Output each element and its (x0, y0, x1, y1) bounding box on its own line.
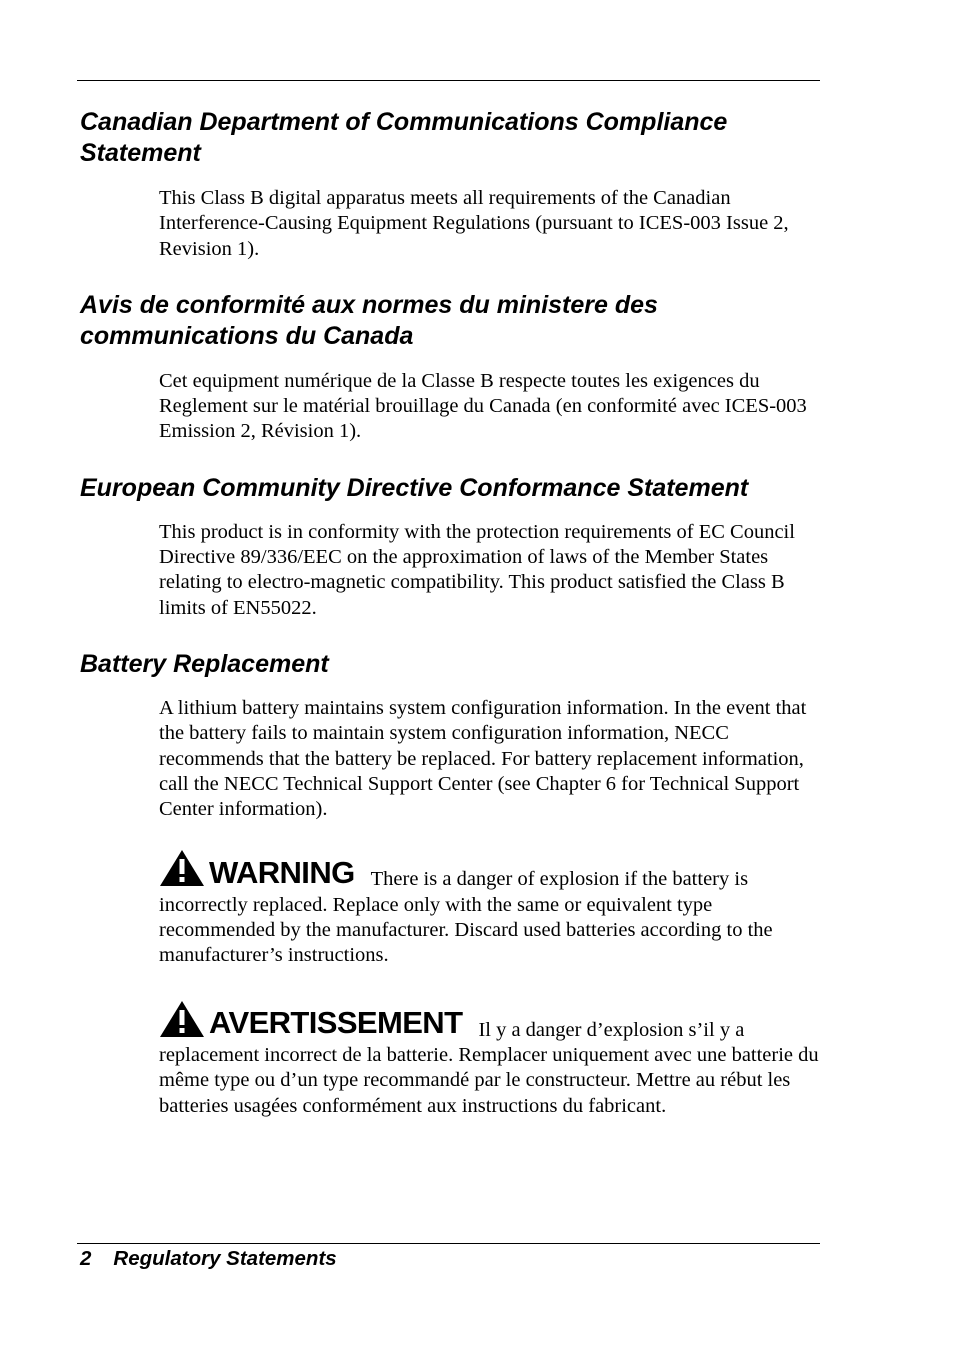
page-footer (80, 1246, 337, 1272)
section-title-avis-conformite: Avis de conformité aux normes du ministere des communications du Canada (80, 290, 658, 350)
section-title-battery-replacement: Battery Replacement (80, 649, 329, 678)
section-body-european-directive: This product is in conformity with the protection requirements of EC Council Directive 89/336/EEC on the approximation of laws of the Member States relating to electro-magnetic compatibility. This product satisfied the Class B limits of EN55022. (159, 520, 795, 619)
avertissement-notice (159, 998, 819, 1119)
warning-triangle-icon (159, 1000, 205, 1038)
page-number: 2 (80, 1247, 92, 1270)
avertissement-text: Il y a danger d’explosion s’il y a replacement incorrect de la batterie. Remplacer uniquement avec une batterie du même type ou d’un type recommandé par le constructeur. Mettre au rébut les batteries usagées conformément aux instructions du fabricant. (159, 1018, 819, 1117)
section-title-canadian-compliance: Canadian Department of Communications Compliance Statement (80, 108, 728, 167)
warning-label: WARNING (209, 855, 355, 891)
avertissement-badge (159, 998, 463, 1041)
section-body-avis-conformite: Cet equipment numérique de la Classe B respecte toutes les exigences du Reglement sur le matérial brouillage du Canada (en conformité avec ICES-003 Emission 2, Révision 1). (159, 369, 807, 443)
warning-notice (159, 847, 819, 968)
warning-text: There is a danger of explosion if the battery is incorrectly replaced. Replace only with the same or equivalent type recommended by the manufacturer. Discard used batteries according to the manufacturer’s instructions. (159, 868, 773, 967)
footer-section-title: Regulatory Statements (113, 1247, 337, 1270)
section-title-european-directive: European Community Directive Conformance Statement (80, 473, 749, 502)
avertissement-label: AVERTISSEMENT (209, 1005, 463, 1041)
warning-triangle-icon (159, 849, 205, 887)
footer-rule (77, 1243, 820, 1244)
header-rule (77, 80, 820, 81)
warning-badge (159, 847, 355, 891)
section-body-battery-replacement: A lithium battery maintains system configuration information. In the event that the battery fails to maintain system configuration information, NECC recommends that the battery be replaced. For battery replacement information, call the NECC Technical Support Center (see Chapter 6 for Technical Support Center information). (159, 696, 807, 821)
page-content (80, 104, 820, 1119)
section-body-canadian-compliance: This Class B digital apparatus meets all requirements of the Canadian Interference-Causing Equipment Regulations (pursuant to ICES-003 Issue 2, Revision 1). (159, 187, 789, 260)
